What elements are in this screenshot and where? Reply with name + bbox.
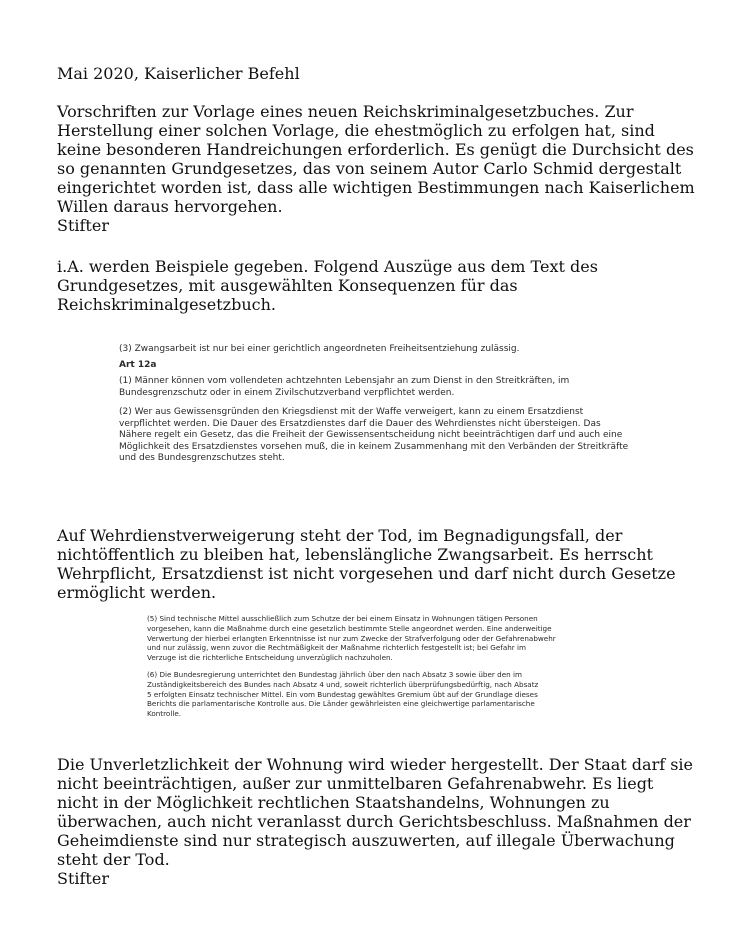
excerpt-line: 5 erfolgten Einsatz technischer Mittel. Ein vom Bundestag gewähltes Gremium übt auf der Grundlage dieses: [147, 689, 538, 699]
excerpt-paragraph-6: [147, 670, 607, 719]
signature: Stifter: [57, 869, 109, 888]
text-line: Herstellung einer solchen Vorlage, die ehestmöglich zu erfolgen hat, sind: [57, 121, 655, 140]
excerpt-line: und nur zulässig, wenn zuvor die Rechtmäßigkeit der Maßnahme richterlich festgestellt ist; bei Gefahr im: [147, 643, 527, 653]
signature: Stifter: [57, 216, 109, 235]
title-text: Mai 2020, Kaiserlicher Befehl: [57, 64, 300, 83]
excerpt-line: (1) Männer können vom vollendeten achtzehnten Lebensjahr an zum Dienst in den Streitkräften, im: [119, 376, 570, 386]
text-line: überwachen, auch nicht veranlasst durch Gerichtsbeschluss. Maßnahmen der: [57, 812, 691, 831]
excerpt-line: (2) Wer aus Gewissensgründen den Kriegsdienst mit der Waffe verweigert, kann zu einem Ersatzdienst: [119, 407, 584, 417]
excerpt-line: Nähere regelt ein Gesetz, das die Freiheit der Gewissensentscheidung nicht beeinträchtigen darf und auch eine: [119, 430, 623, 440]
text-line: keine besonderen Handreichungen erforderlich. Es genügt die Durchsicht des: [57, 140, 694, 159]
text-line: Reichskriminalgesetzbuch.: [57, 295, 276, 314]
text-line: Die Unverletzlichkeit der Wohnung wird wieder hergestellt. Der Staat darf sie: [57, 755, 694, 774]
excerpt-line: Berichts die parlamentarische Kontrolle aus. Die Länder gewährleisten eine gleichwertige parlamentarische: [147, 699, 535, 709]
text-line: Grundgesetzes, mit ausgewählten Konsequenzen für das: [57, 276, 518, 295]
excerpt-line: Möglichkeit des Ersatzdienstes vorsehen muß, die in keinem Zusammenhang mit den Verbänden der Streitkräfte: [119, 441, 629, 452]
text-line: Geheimdienste sind nur strategisch auszuwerten, auf illegale Überwachung: [57, 831, 675, 850]
excerpt-line: (3) Zwangsarbeit ist nur bei einer gerichtlich angeordneten Freiheitsentziehung zulässig.: [119, 344, 520, 354]
text-line: Auf Wehrdienstverweigerung steht der Tod, im Begnadigungsfall, der: [57, 526, 623, 545]
intro-paragraph: [57, 102, 747, 235]
text-line: nicht in der Möglichkeit rechtlichen Staatshandelns, Wohnungen zu: [57, 793, 610, 812]
excerpt-paragraph-2: [119, 407, 639, 465]
document-title: [57, 64, 747, 83]
excerpt-paragraph-1: [119, 376, 639, 399]
excerpt-line: Verwertung der hierbei erlangten Erkenntnisse ist nur zum Zwecke der Strafverfolgung oder der Gefahrenabwehr: [147, 633, 556, 643]
excerpt-line: und des Bundesgrenzschutzes steht.: [119, 453, 285, 463]
excerpt-line: Kontrolle.: [147, 709, 182, 719]
text-line: ermöglicht werden.: [57, 583, 217, 602]
text-line: i.A. werden Beispiele gegeben. Folgend Auszüge aus dem Text des: [57, 257, 598, 276]
excerpt-line: Bundesgrenzschutz oder in einem Zivilschutzverband verpflichtet werden.: [119, 387, 455, 398]
text-line: Willen daraus hervorgehen.: [57, 197, 283, 216]
excerpt-paragraph-3: [119, 344, 639, 356]
examples-paragraph: [57, 257, 747, 314]
excerpt-paragraph-5: [147, 614, 607, 663]
excerpt-line: (5) Sind technische Mittel ausschließlich zum Schutze der bei einem Einsatz in Wohnungen tätigen Personen: [147, 614, 538, 623]
excerpt-line: verpflichtet werden. Die Dauer des Ersatzdienstes darf die Dauer des Wehrdienstes nicht übersteigen. Das: [119, 418, 601, 429]
text-line: nichtöffentlich zu bleiben hat, lebenslängliche Zwangsarbeit. Es herrscht: [57, 545, 653, 564]
text-line: Wehrpflicht, Ersatzdienst ist nicht vorgesehen und darf nicht durch Gesetze: [57, 564, 676, 583]
excerpt-line: Zuständigkeitsbereich des Bundes nach Absatz 4 und, soweit richterlich überprüfungsbedürftig, nach Absatz: [147, 679, 539, 689]
excerpt-line: vorgesehen, kann die Maßnahme durch eine gesetzlich bestimmte Stelle angeordnet werden. Eine anderweitige: [147, 623, 552, 633]
text-line: eingerichtet worden ist, dass alle wichtigen Bestimmungen nach Kaiserlichem: [57, 178, 695, 197]
text-line: Vorschriften zur Vorlage eines neuen Reichskriminalgesetzbuches. Zur: [57, 102, 634, 121]
text-line: so genannten Grundgesetzes, das von seinem Autor Carlo Schmid dergestalt: [57, 159, 682, 178]
text-line: steht der Tod.: [57, 850, 170, 869]
wohnung-paragraph: [57, 755, 747, 888]
grundgesetz-excerpt-art13: [147, 614, 607, 719]
article-heading: Art 12a: [119, 359, 157, 370]
text-line: nicht beeinträchtigen, außer zur unmittelbaren Gefahrenabwehr. Es liegt: [57, 774, 654, 793]
excerpt-line: Verzuge ist die richterliche Entscheidung unverzüglich nachzuholen.: [147, 653, 393, 663]
excerpt-line: (6) Die Bundesregierung unterrichtet den Bundestag jährlich über den nach Absatz 3 sowie über den im: [147, 669, 522, 679]
grundgesetz-excerpt-art12a: [119, 344, 639, 465]
wehrdienst-paragraph: [57, 526, 747, 602]
